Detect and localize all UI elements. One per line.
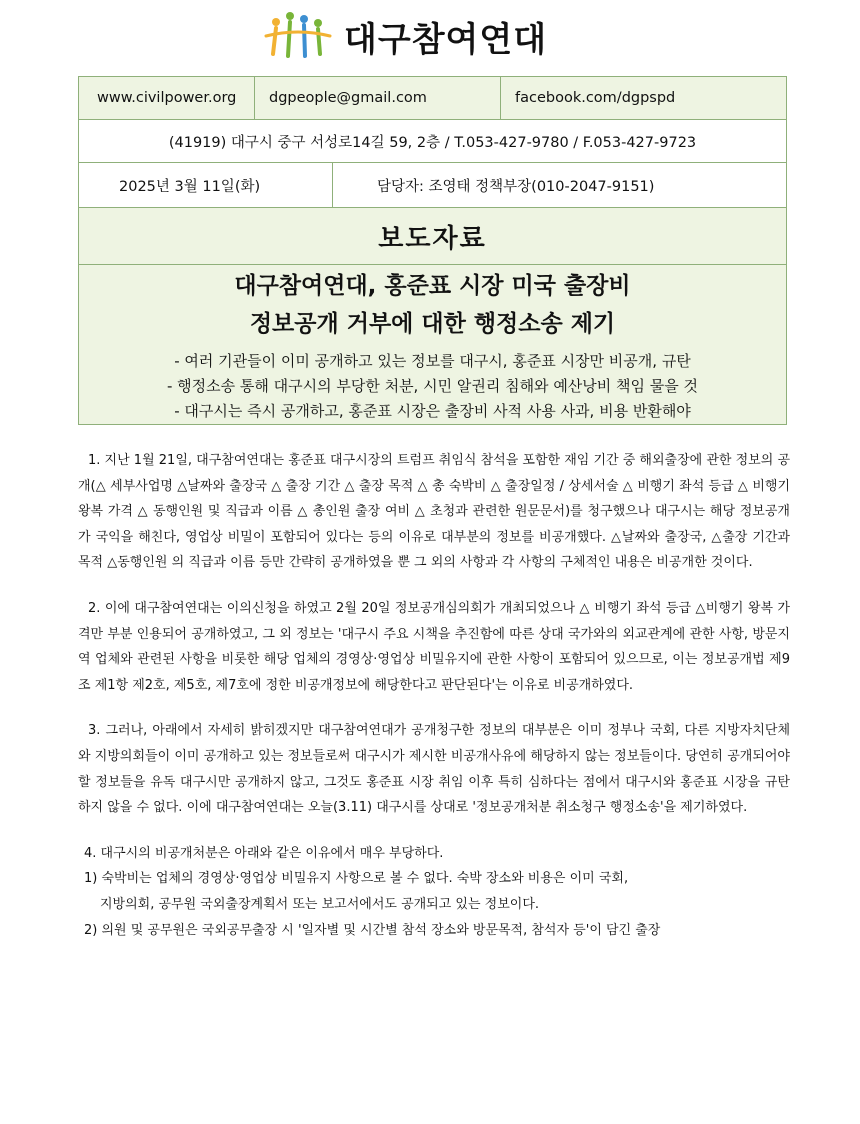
org-logo <box>262 8 547 64</box>
release-date: 2025년 3월 11일(화) <box>119 178 261 195</box>
website-link[interactable]: www.civilpower.org <box>97 90 237 106</box>
subpoint: - 여러 기관들이 이미 공개하고 있는 정보를 대구시, 홍준표 시장만 비공개, 규탄 <box>174 352 691 370</box>
section-4-heading: 4. 대구시의 비공개처분은 아래와 같은 이유에서 매우 부당하다. <box>84 845 444 861</box>
section-4-item-2: 2) 의원 및 공무원은 국외공무출장 시 '일자별 및 시간별 참석 장소와 방문목적, 참석자 등'이 담긴 출장 <box>84 922 661 938</box>
subpoints <box>79 349 786 424</box>
section-4-item-1: 1) 숙박비는 업체의 경영상·영업상 비밀유지 사항으로 볼 수 없다. 숙박 장소와 비용은 이미 국회, <box>84 871 629 887</box>
headline-line-1: 대구참여연대, 홍준표 시장 미국 출장비 <box>234 273 631 299</box>
subpoint: - 대구시는 즉시 공개하고, 홍준표 시장은 출장비 사적 사용 사과, 비용 반환해야 <box>174 402 691 420</box>
address-line: (41919) 대구시 중구 서성로14길 59, 2층 / T.053-427-9780 / F.053-427-9723 <box>168 134 697 151</box>
section-4-item-1-cont: 지방의회, 공무원 국외출장계획서 또는 보고서에서도 공개되고 있는 정보이다. <box>100 896 540 912</box>
paragraph-1: 1. 지난 1월 21일, 대구참여연대는 홍준표 대구시장의 트럼프 취임식 참석을 포함한 재임 기간 중 해외출장에 관한 정보의 공개(△ 세부사업명 △날짜와 출장국 △ 출장 기간 △ 출장 목적 △ 총 숙박비 △ 출장일정 / 상세서술 △ 비행기 좌석 등급 △ 비행기 왕복 가격 △ 동행인원 및 직급과 이름 △ 총인원 출장 여비 △ 초청과 관련한 원문문서)를 청구했으나 대구시는 해당 정보공개가 국익을 해친다, 영업상 비밀이 포함되어 있다는 등의 이유로 대부분의 정보를 비공개했다. △날짜와 출장국, △출장 기간과 목적 △동행인원 의 직급과 이름 등만 간략히 공개하였을 뿐 그 외의 사항과 각 사항의 구체적인 내용은 비공개한 것이다. <box>78 453 790 571</box>
press-header-table <box>78 76 787 425</box>
doc-type-title: 보도자료 <box>378 223 487 254</box>
manager-contact: 담당자: 조영태 정책부장(010-2047-9151) <box>377 178 655 195</box>
paragraph-2: 2. 이에 대구참여연대는 이의신청을 하였고 2월 20일 정보공개심의회가 개최되었으나 △ 비행기 좌석 등급 △비행기 왕복 가격만 부분 인용되어 공개하였고, 그 외 정보는 '대구시 주요 시책을 추진함에 따른 상대 국가와의 외교관계에 관한 사항, 방문지역 업체와 관련된 사항을 비롯한 해당 업체의 경영상·영업상 비밀유지에 관한 사항이 포함되어 있으므로, 이는 정보공개법 제9조 제1항 제2호, 제5호, 제7호에 정한 비공개정보에 해당한다고 판단된다'는 이유로 비공개하였다. <box>78 600 790 693</box>
org-name: 대구참여연대 <box>344 19 548 60</box>
subpoint: - 행정소송 통해 대구시의 부당한 처분, 시민 알권리 침해와 예산낭비 책임 물을 것 <box>166 377 699 395</box>
headline-line-2: 정보공개 거부에 대한 행정소송 제기 <box>249 311 616 337</box>
press-body <box>78 448 790 943</box>
headline <box>79 267 786 343</box>
email-link[interactable]: dgpeople@gmail.com <box>269 90 427 106</box>
paragraph-3: 3. 그러나, 아래에서 자세히 밝히겠지만 대구참여연대가 공개청구한 정보의 대부분은 이미 정부나 국회, 다른 지방자치단체와 지방의회들이 이미 공개하고 있는 정보들로써 대구시가 제시한 비공개사유에 해당하지 않는 정보들이다. 당연히 공개되어야 할 정보들을 유독 대구시만 공개하지 않고, 그것도 홍준표 시장 취임 이후 특히 심하다는 점에서 대구시와 홍준표 시장을 규탄하지 않을 수 없다. 이에 대구참여연대는 오늘(3.11) 대구시를 상대로 '정보공개처분 취소청구 행정소송'을 제기하였다. <box>78 723 790 816</box>
facebook-link[interactable]: facebook.com/dgpspd <box>515 90 676 106</box>
people-logo-icon <box>262 10 334 62</box>
